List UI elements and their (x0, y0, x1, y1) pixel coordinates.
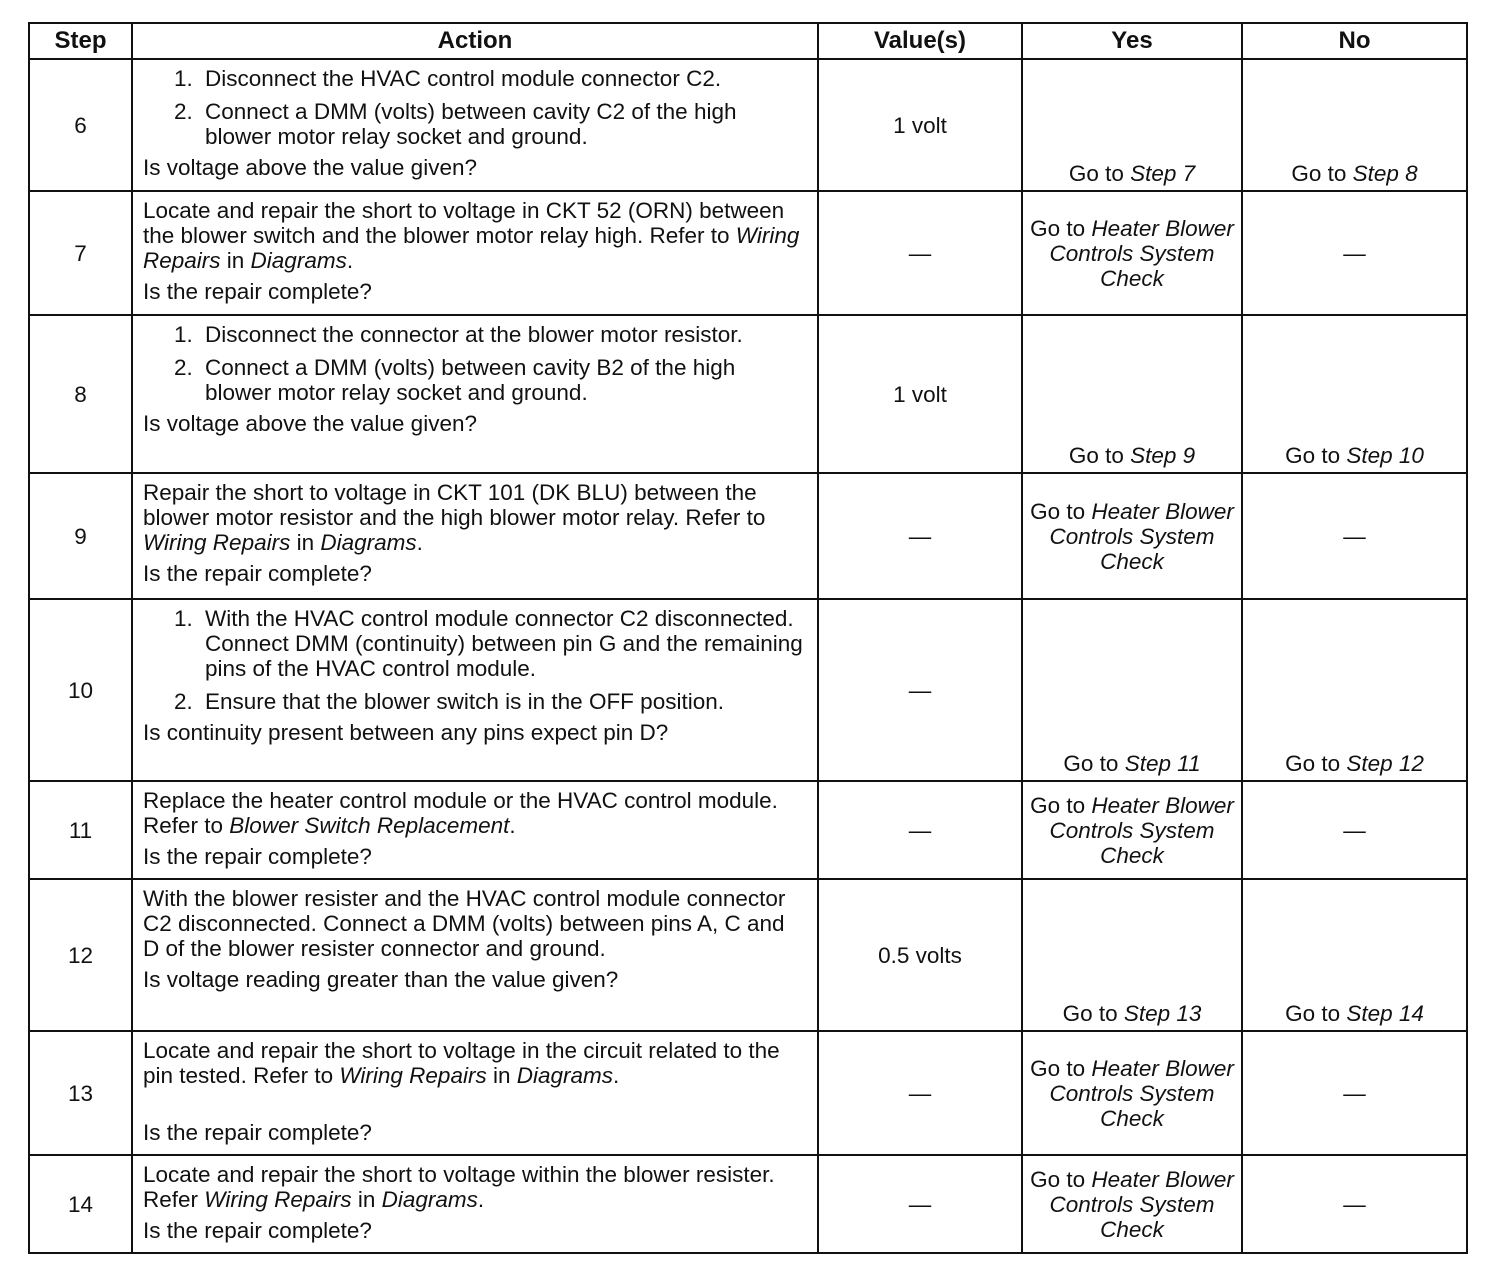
step-number: 12 (29, 879, 132, 1031)
action-steps (143, 66, 807, 149)
yes-cell (1022, 59, 1242, 191)
action-step: 1. Disconnect the HVAC control module connector C2. (199, 66, 807, 91)
action-text-part: Replace the heater control module or the HVAC control module. Refer to (143, 788, 778, 838)
yes-prefix: Go to (1068, 443, 1131, 468)
no-prefix: Go to (1291, 161, 1353, 186)
yes-link[interactable]: Heater Blower Controls System Check (1049, 215, 1234, 291)
table-row (29, 59, 1467, 191)
yes-link[interactable]: Heater Blower Controls System Check (1049, 498, 1234, 574)
step-number: 6 (29, 59, 132, 191)
yes-cell (1022, 191, 1242, 315)
action-text-part: Repair the short to voltage in CKT 101 (DK BLU) between the blower motor resistor and the high blower motor relay. Refer to (143, 480, 766, 530)
no-prefix: Go to (1285, 443, 1347, 468)
action-text-part: in (486, 1063, 517, 1088)
value-cell: — (818, 1031, 1022, 1155)
no-prefix: Go to (1285, 751, 1347, 776)
action-text (143, 480, 807, 555)
action-step: 2. Ensure that the blower switch is in the OFF position. (199, 689, 807, 714)
no-cell: — (1242, 1155, 1467, 1253)
value-cell: 1 volt (818, 59, 1022, 191)
step-number: 14 (29, 1155, 132, 1253)
action-text (143, 1162, 807, 1212)
value-cell: 0.5 volts (818, 879, 1022, 1031)
action-text-part: in (290, 530, 321, 555)
action-question: Is continuity present between any pins expect pin D? (143, 720, 669, 745)
action-text-part: . (416, 530, 423, 555)
wiring-repairs-ref: Wiring Repairs (204, 1187, 352, 1212)
action-question: Is voltage reading greater than the value given? (143, 967, 619, 992)
no-cell: — (1242, 191, 1467, 315)
action-step: 2. Connect a DMM (volts) between cavity C2 of the high blower motor relay socket and ground. (199, 99, 807, 149)
no-cell: — (1242, 1031, 1467, 1155)
action-question: Is voltage above the value given? (143, 155, 477, 180)
action-text-part: . (477, 1187, 485, 1212)
table-row (29, 599, 1467, 781)
action-text-part: Locate and repair the short to voltage in the circuit related to the pin tested. Refer to (143, 1038, 780, 1088)
action-text-part: . (613, 1063, 620, 1088)
no-link[interactable]: Step 8 (1352, 161, 1418, 186)
yes-cell (1022, 1031, 1242, 1155)
header-action: Action (132, 23, 818, 59)
yes-link[interactable]: Heater Blower Controls System Check (1049, 1166, 1234, 1242)
action-question: Is the repair complete? (143, 844, 372, 869)
step-number: 11 (29, 781, 132, 879)
header-values: Value(s) (818, 23, 1022, 59)
blower-switch-replacement-ref: Blower Switch Replacement (229, 813, 510, 838)
yes-prefix: Go to (1062, 1001, 1124, 1026)
yes-link[interactable]: Step 7 (1130, 161, 1196, 186)
action-cell (132, 879, 818, 1031)
action-text-part: in (220, 248, 251, 273)
action-steps (143, 606, 807, 714)
action-question: Is the repair complete? (143, 1120, 372, 1145)
diagrams-ref: Diagrams (381, 1187, 478, 1212)
no-prefix: Go to (1285, 1001, 1347, 1026)
yes-prefix: Go to (1030, 1166, 1092, 1192)
yes-cell (1022, 781, 1242, 879)
yes-cell (1022, 315, 1242, 473)
table-row (29, 781, 1467, 879)
diagnostic-table (28, 22, 1468, 1254)
no-cell (1242, 879, 1467, 1031)
action-step: 1. Disconnect the connector at the blower motor resistor. (199, 322, 807, 347)
step-number: 13 (29, 1031, 132, 1155)
no-link[interactable]: Step 10 (1346, 443, 1424, 468)
no-cell (1242, 599, 1467, 781)
yes-prefix: Go to (1030, 792, 1092, 818)
yes-link[interactable]: Step 11 (1124, 751, 1201, 776)
action-text (143, 1038, 807, 1088)
diagnostic-table-page (28, 22, 1466, 1254)
no-cell: — (1242, 473, 1467, 599)
yes-link[interactable]: Step 13 (1123, 1001, 1202, 1026)
table-row (29, 879, 1467, 1031)
yes-prefix: Go to (1030, 215, 1092, 241)
table-row (29, 473, 1467, 599)
table-row (29, 315, 1467, 473)
no-cell: — (1242, 781, 1467, 879)
yes-prefix: Go to (1068, 161, 1131, 186)
value-cell: — (818, 191, 1022, 315)
yes-cell (1022, 879, 1242, 1031)
diagrams-ref: Diagrams (320, 530, 417, 555)
wiring-repairs-ref: Wiring Repairs (143, 223, 800, 273)
action-text-part: Locate and repair the short to voltage in CKT 52 (ORN) between the blower switch and the blower motor relay high. Refer to (143, 198, 785, 248)
action-question: Is voltage above the value given? (143, 411, 477, 436)
action-cell (132, 1031, 818, 1155)
wiring-repairs-ref: Wiring Repairs (143, 530, 291, 555)
value-cell: — (818, 473, 1022, 599)
diagrams-ref: Diagrams (516, 1063, 613, 1088)
table-row (29, 1031, 1467, 1155)
wiring-repairs-ref: Wiring Repairs (339, 1063, 487, 1088)
diagrams-ref: Diagrams (250, 248, 347, 273)
yes-prefix: Go to (1030, 1055, 1092, 1081)
yes-cell (1022, 599, 1242, 781)
header-step: Step (29, 23, 132, 59)
action-text-part: Locate and repair the short to voltage within the blower resister. Refer (143, 1162, 775, 1212)
value-cell: — (818, 781, 1022, 879)
action-question: Is the repair complete? (143, 1218, 372, 1243)
step-number: 8 (29, 315, 132, 473)
no-cell (1242, 59, 1467, 191)
action-question: Is the repair complete? (143, 279, 372, 304)
yes-link[interactable]: Step 9 (1130, 443, 1196, 468)
yes-cell (1022, 1155, 1242, 1253)
header-row (29, 23, 1467, 59)
table-row (29, 191, 1467, 315)
yes-prefix: Go to (1063, 751, 1125, 776)
value-cell: — (818, 1155, 1022, 1253)
action-text-part: . (509, 813, 516, 838)
action-cell (132, 59, 818, 191)
action-steps (143, 322, 807, 405)
value-cell: — (818, 599, 1022, 781)
action-cell (132, 473, 818, 599)
action-text-part: in (351, 1187, 382, 1212)
value-cell: 1 volt (818, 315, 1022, 473)
step-number: 9 (29, 473, 132, 599)
action-step: 2. Connect a DMM (volts) between cavity B2 of the high blower motor relay socket and ground. (199, 355, 807, 405)
action-cell (132, 191, 818, 315)
action-cell (132, 781, 818, 879)
no-link[interactable]: Step 14 (1346, 1001, 1424, 1026)
action-cell (132, 315, 818, 473)
no-cell (1242, 315, 1467, 473)
action-text-part: . (346, 248, 354, 273)
yes-cell (1022, 473, 1242, 599)
action-question: Is the repair complete? (143, 561, 372, 586)
yes-link[interactable]: Heater Blower Controls System Check (1049, 1055, 1234, 1131)
header-yes: Yes (1022, 23, 1242, 59)
action-cell (132, 1155, 818, 1253)
yes-prefix: Go to (1030, 498, 1092, 524)
action-step: 1. With the HVAC control module connector C2 disconnected. Connect DMM (continuity) between pin G and the remaining pins of the HVAC control module. (199, 606, 807, 681)
step-number: 7 (29, 191, 132, 315)
action-text (143, 788, 807, 838)
header-no: No (1242, 23, 1467, 59)
action-cell (132, 599, 818, 781)
yes-link[interactable]: Heater Blower Controls System Check (1049, 792, 1234, 868)
no-link[interactable]: Step 12 (1346, 751, 1424, 776)
table-row (29, 1155, 1467, 1253)
action-text (143, 198, 807, 273)
action-text: With the blower resister and the HVAC control module connector C2 disconnected. Connect a DMM (volts) between pins A, C and D of the blower resister connector and ground. (143, 886, 786, 961)
step-number: 10 (29, 599, 132, 781)
